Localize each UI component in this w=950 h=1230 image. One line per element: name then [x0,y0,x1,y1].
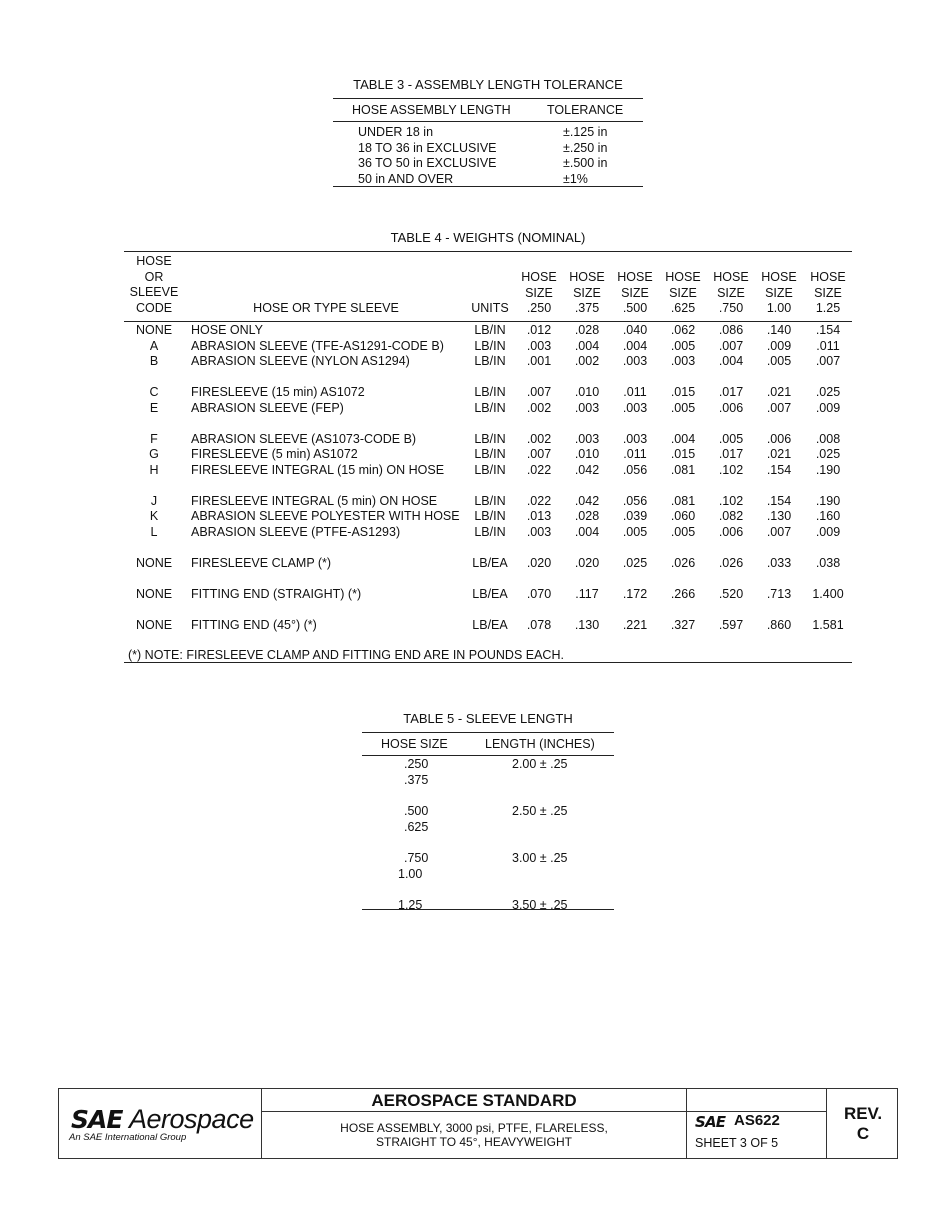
hose-size-cell: .625 [404,819,429,834]
table3-tolerance: ±1% [563,171,588,186]
weight-cell: .221 [622,617,648,632]
hose-size-cell: 1.00 [398,866,423,881]
weight-cell: .003 [526,338,552,353]
table-row [333,171,643,187]
weight-cell: .154 [815,323,841,337]
weight-cell: .011 [816,338,840,353]
table-row [362,773,614,789]
weight-cell: .009 [815,400,841,415]
weight-cell: .017 [718,385,744,399]
table-row [124,401,852,417]
weight-cell: .039 [622,509,648,523]
table3 [333,98,643,187]
weight-cell: .038 [815,555,841,570]
sleeve-length-cell: 2.00 ± .25 [512,757,568,771]
weight-cell: .008 [815,431,841,446]
table-row [124,323,852,339]
sleeve-description: ABRASION SLEEVE (FEP) [191,400,344,415]
table3-header-tolerance: TOLERANCE [547,103,624,117]
weight-cell: .003 [622,431,648,446]
weight-cell: .022 [526,462,552,477]
weight-cell: .017 [718,447,744,461]
table-row [362,867,614,883]
table4-caption: TABLE 4 - WEIGHTS (NOMINAL) [390,230,586,245]
sleeve-code: B [149,354,159,368]
units-cell: LB/IN [474,323,506,337]
weight-cell: .160 [815,509,841,523]
table4-header-code: HOSE OR SLEEVE CODE [129,254,179,315]
weight-cell: .597 [718,617,744,632]
weight-cell: .190 [815,462,841,477]
weight-cell: .004 [574,338,600,353]
sleeve-length-cell: 2.50 ± .25 [512,804,568,818]
sleeve-description: ABRASION SLEEVE (TFE-AS1291-CODE B) [191,338,444,353]
weight-cell: .026 [670,555,696,570]
table3-tolerance: ±.500 in [563,156,608,170]
table-row [333,155,643,171]
sleeve-description: FIRESLEEVE (15 min) AS1072 [191,385,365,399]
table4-header-size: HOSE SIZE .500 [617,270,653,315]
weight-cell: .172 [622,586,648,601]
weight-cell: .713 [766,586,792,601]
table5 [362,732,614,911]
weight-cell: .154 [766,462,792,477]
weight-cell: .021 [766,385,792,399]
sleeve-code: NONE [135,555,173,570]
weight-cell: .005 [670,400,696,415]
weight-cell: .021 [766,447,792,461]
weight-cell: .005 [622,524,648,539]
weight-cell: .078 [526,617,552,632]
weight-cell: 1.581 [812,617,844,632]
weight-cell: .327 [670,617,696,632]
table-row [124,463,852,479]
units-cell: LB/IN [474,493,506,508]
weight-cell: .009 [815,524,841,539]
standard-description [262,1121,686,1149]
weight-cell: .025 [815,385,841,399]
weight-cell: .006 [718,524,744,539]
sleeve-code: J [150,493,158,508]
sleeve-code: F [150,431,158,446]
weight-cell: .020 [574,555,600,570]
table4 [124,251,852,662]
weight-cell: .154 [766,493,792,508]
aerospace-wordmark: Aerospace [129,1104,254,1134]
table3-caption: TABLE 3 - ASSEMBLY LENGTH TOLERANCE [353,77,623,92]
weight-cell: .004 [718,354,744,368]
hose-size-cell: .750 [404,851,429,865]
weight-cell: .130 [574,617,600,632]
sleeve-length-cell: 3.50 ± .25 [512,898,568,912]
table-row [362,804,614,820]
weight-cell: .056 [622,493,648,508]
sleeve-description: FIRESLEEVE INTEGRAL (5 min) ON HOSE [191,493,438,508]
table-row [124,354,852,370]
table5-header-length: LENGTH (INCHES) [485,737,595,751]
weight-cell: .011 [623,385,647,399]
sleeve-description: ABRASION SLEEVE (NYLON AS1294) [191,354,410,368]
units-cell: LB/EA [472,617,508,632]
hose-size-cell: 1.25 [398,898,423,912]
document-number: AS622 [734,1112,780,1129]
table-row [333,124,643,140]
sleeve-code: E [149,400,159,415]
title-block-divider [826,1089,827,1158]
table3-length: UNDER 18 in [358,125,434,139]
sleeve-code: H [149,462,159,477]
weight-cell: .005 [718,431,744,446]
weight-cell: .007 [526,447,552,461]
weight-cell: .010 [574,447,600,461]
weight-cell: .003 [574,400,600,415]
sleeve-description: ABRASION SLEEVE (AS1073-CODE B) [191,431,417,446]
sleeve-code: NONE [135,617,173,632]
sleeve-code: L [150,524,158,539]
weight-cell: .130 [766,509,792,523]
weight-cell: .082 [718,509,744,523]
weight-cell: 1.400 [812,586,844,601]
sleeve-description: ABRASION SLEEVE (PTFE-AS1293) [191,524,401,539]
table3-tolerance: ±.125 in [563,125,608,139]
table3-length: 50 in AND OVER [358,171,454,186]
weight-cell: .003 [526,524,552,539]
table3-tolerance: ±.250 in [563,140,608,155]
table4-header-units: UNITS [471,301,509,315]
table3-length: 18 TO 36 in EXCLUSIVE [358,140,497,155]
weight-cell: .003 [574,431,600,446]
table-row [124,432,852,448]
weight-cell: .028 [574,323,600,337]
weight-cell: .117 [575,586,599,601]
units-cell: LB/IN [474,385,506,399]
sleeve-description: FITTING END (STRAIGHT) (*) [191,586,362,601]
weight-cell: .102 [718,462,744,477]
table4-note: (*) NOTE: FIRESLEEVE CLAMP AND FITTING END ARE IN POUNDS EACH. [128,648,564,662]
units-cell: LB/IN [474,447,506,461]
table4-header-size: HOSE SIZE .375 [569,270,605,315]
units-cell: LB/IN [474,354,506,368]
table-row [124,587,852,603]
title-block [58,1088,898,1159]
table3-header-length: HOSE ASSEMBLY LENGTH [352,103,511,117]
weight-cell: .013 [526,509,552,523]
logo-subtitle: An SAE International Group [69,1132,187,1143]
weight-cell: .007 [526,385,552,399]
weight-cell: .102 [718,493,744,508]
weight-cell: .081 [670,462,696,477]
units-cell: LB/IN [474,462,506,477]
table4-header-size: HOSE SIZE 1.25 [810,270,846,315]
weight-cell: .005 [670,524,696,539]
weight-cell: .190 [815,493,841,508]
table-row [124,339,852,355]
hose-size-cell: .500 [404,804,429,818]
weight-cell: .003 [622,354,648,368]
table5-header [362,732,614,756]
table-row [124,556,852,572]
description-line: STRAIGHT TO 45°, HEAVYWEIGHT [376,1135,572,1149]
table5-caption: TABLE 5 - SLEEVE LENGTH [403,711,573,726]
weight-cell: .140 [766,323,792,337]
weight-cell: .028 [574,509,600,523]
table-row [362,820,614,836]
title-block-divider [261,1111,686,1112]
weight-cell: .005 [766,354,792,368]
weight-cell: .007 [766,400,792,415]
weight-cell: .003 [622,400,648,415]
sleeve-description: FIRESLEEVE (5 min) AS1072 [191,447,358,461]
weight-cell: .004 [622,338,648,353]
sleeve-length-cell: 3.00 ± .25 [512,851,568,865]
sleeve-code: G [149,447,159,461]
sae-logo-mark: SAE [71,1105,123,1134]
description-line: HOSE ASSEMBLY, 3000 psi, PTFE, FLARELESS, [340,1121,608,1135]
weight-cell: .062 [670,323,696,337]
table3-header [333,98,643,122]
table4-header [124,251,852,322]
weight-cell: .002 [574,354,600,368]
table-row [124,447,852,463]
units-cell: LB/EA [472,586,508,601]
sheet-number: SHEET 3 OF 5 [695,1136,779,1150]
revision-label: REV. [843,1104,883,1123]
table-row [362,757,614,773]
weight-cell: .010 [574,385,600,399]
weight-cell: .007 [718,338,744,353]
weight-cell: .033 [766,555,792,570]
table3-bottom-rule [333,186,643,187]
weight-cell: .070 [526,586,552,601]
weight-cell: .086 [718,323,744,337]
weight-cell: .520 [718,586,744,601]
weight-cell: .003 [670,354,696,368]
weight-cell: .006 [718,400,744,415]
weight-cell: .025 [815,447,841,461]
table-row [124,494,852,510]
weight-cell: .005 [670,338,696,353]
weight-cell: .020 [526,555,552,570]
table4-bottom-rule [124,662,852,663]
weight-cell: .002 [526,400,552,415]
weight-cell: .042 [574,462,600,477]
units-cell: LB/IN [474,524,506,539]
units-cell: LB/IN [474,338,506,353]
revision [829,1104,897,1144]
weight-cell: .001 [526,354,552,368]
units-cell: LB/EA [472,555,508,570]
weight-cell: .004 [670,431,696,446]
sleeve-code: NONE [135,586,173,601]
table-row [124,525,852,541]
table4-header-desc: HOSE OR TYPE SLEEVE [253,301,399,315]
weight-cell: .081 [670,493,696,508]
weight-cell: .026 [718,555,744,570]
weight-cell: .009 [766,338,792,353]
table4-header-size: HOSE SIZE .250 [521,270,557,315]
standard-title: AEROSPACE STANDARD [371,1091,577,1110]
sleeve-description: FIRESLEEVE INTEGRAL (15 min) ON HOSE [191,462,445,477]
sleeve-code: C [149,385,159,399]
sleeve-code: A [149,338,159,353]
sleeve-description: ABRASION SLEEVE POLYESTER WITH HOSE [191,509,460,523]
units-cell: LB/IN [474,400,506,415]
sleeve-code: K [149,509,159,523]
table-row [362,898,614,914]
weight-cell: .056 [622,462,648,477]
hose-size-cell: .375 [404,772,429,787]
table-row [362,851,614,867]
weight-cell: .042 [574,493,600,508]
weight-cell: .015 [670,447,696,461]
table4-header-size: HOSE SIZE .625 [665,270,701,315]
table-row [124,509,852,525]
sleeve-description: HOSE ONLY [191,323,264,337]
sleeve-code: NONE [135,323,173,337]
units-cell: LB/IN [474,509,506,523]
weight-cell: .011 [623,447,647,461]
hose-size-cell: .250 [404,757,429,771]
doc-sae-logo: SAE [695,1113,726,1131]
units-cell: LB/IN [474,431,506,446]
weight-cell: .007 [815,354,841,368]
table-row [124,618,852,634]
table4-header-size: HOSE SIZE 1.00 [761,270,797,315]
sleeve-description: FITTING END (45°) (*) [191,617,317,632]
weight-cell: .015 [670,385,696,399]
weight-cell: .025 [622,555,648,570]
title-block-divider [686,1089,687,1158]
revision-value: C [856,1124,870,1143]
weight-cell: .004 [574,524,600,539]
weight-cell: .060 [670,509,696,523]
table-row [124,385,852,401]
table-row [333,140,643,156]
weight-cell: .007 [766,524,792,539]
weight-cell: .040 [622,323,648,337]
table4-header-size: HOSE SIZE .750 [713,270,749,315]
weight-cell: .266 [670,586,696,601]
weight-cell: .022 [526,493,552,508]
sleeve-description: FIRESLEEVE CLAMP (*) [191,555,332,570]
weight-cell: .002 [526,431,552,446]
weight-cell: .006 [766,431,792,446]
table5-header-size: HOSE SIZE [381,737,448,751]
table5-body [362,756,614,911]
weight-cell: .012 [526,323,552,337]
table3-length: 36 TO 50 in EXCLUSIVE [358,156,497,170]
table5-bottom-rule [362,909,614,910]
weight-cell: .860 [766,617,792,632]
